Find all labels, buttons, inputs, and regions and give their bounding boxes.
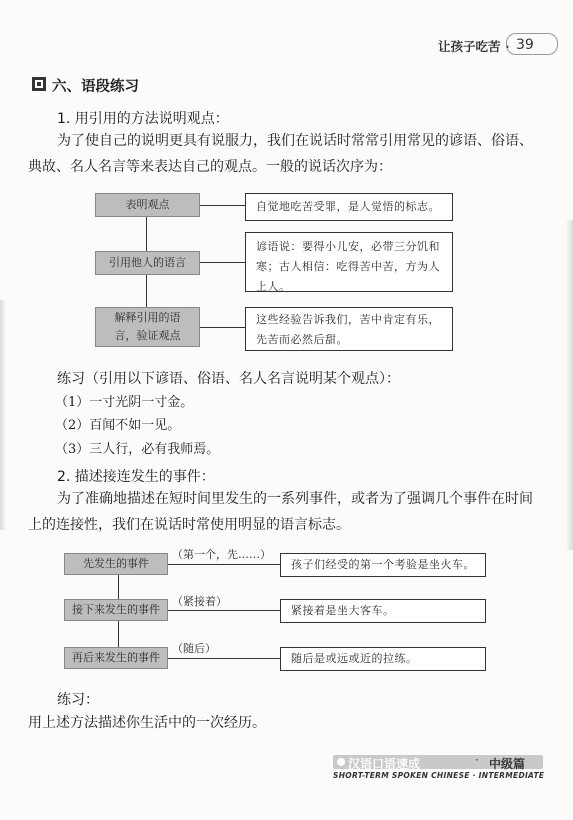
running-header-title: 让孩子吃苦 · [438,39,510,54]
part1-heading: 1. 用引用的方法说明观点： [57,111,229,127]
part1-exercise-title: 练习（引用以下谚语、俗语、名人名言说明某个观点）： [57,371,400,387]
exercise-item: （2）百闻不如一见。 [55,418,181,433]
example-box: 谚语说：要得小儿安，必带三分饥和寒；古人相信：吃得苦中苦，方为人上人。 [245,232,453,292]
page-edge-shadow [566,220,573,550]
connector-line [200,205,245,206]
flow-step-box: 解释引用的语言，验证观点 [95,307,200,347]
flow-step-box: 接下来发生的事件 [64,599,168,621]
example-box: 这些经验告诉我们，苦中肯定有乐，先苦而必然后甜。 [245,307,453,351]
exercise-item: （1）一寸光阴一寸金。 [55,395,194,410]
connector-line [168,658,280,659]
footer-separator: · [475,753,479,767]
page-edge-shadow [0,300,6,530]
part2-heading: 2. 描述接连发生的事件： [57,469,215,485]
connector-line [168,564,280,565]
time-cue-label: （随后） [172,642,216,655]
connector-line [200,262,245,263]
part1-intro-line2: 典故、名人名言等来表达自己的观点。一般的说话次序为： [28,159,392,175]
exercise-item: （3）三人行，必有我师焉。 [55,442,220,457]
part2-exercise-title: 练习： [57,692,99,708]
part2-intro-line2: 上的连接性，我们在说话时常使用明显的语言标志。 [28,517,350,533]
connector-line [200,327,245,328]
flow-step-box: 先发生的事件 [64,553,168,575]
footer-level: 中级篇 [489,757,526,771]
time-cue-label: （紧接着） [172,595,227,608]
footer-series-title: 汉语口语速成 [348,757,421,771]
section-title: 六、语段练习 [52,79,139,95]
part2-intro-line1: 为了准确地描述在短时间里发生的一系列事件，或者为了强调几个事件在时间 [57,491,533,507]
example-box: 自觉地吃苦受罪，是人觉悟的标志。 [245,193,453,221]
flow-step-box: 引用他人的语言 [95,251,200,275]
flow-step-box: 再后来发生的事件 [64,647,168,669]
flow-step-box: 表明观点 [95,193,200,217]
example-box: 紧接着是坐大客车。 [280,599,486,623]
time-cue-label: （第一个，先……） [172,548,271,561]
section-square-icon [32,77,46,91]
connector-line [168,610,280,611]
footer-dot-icon [337,758,345,766]
page-number: 39 [506,33,558,55]
part1-intro-line1: 为了使自己的说明更具有说服力，我们在说话时常常引用常见的谚语、俗语、 [57,133,533,149]
example-box: 随后是或远或近的拉练。 [280,647,486,671]
part2-exercise-text: 用上述方法描述你生活中的一次经历。 [28,715,266,731]
example-box: 孩子们经受的第一个考验是坐火车。 [280,553,486,577]
footer-english-title: SHORT-TERM SPOKEN CHINESE · INTERMEDIATE [333,771,545,780]
